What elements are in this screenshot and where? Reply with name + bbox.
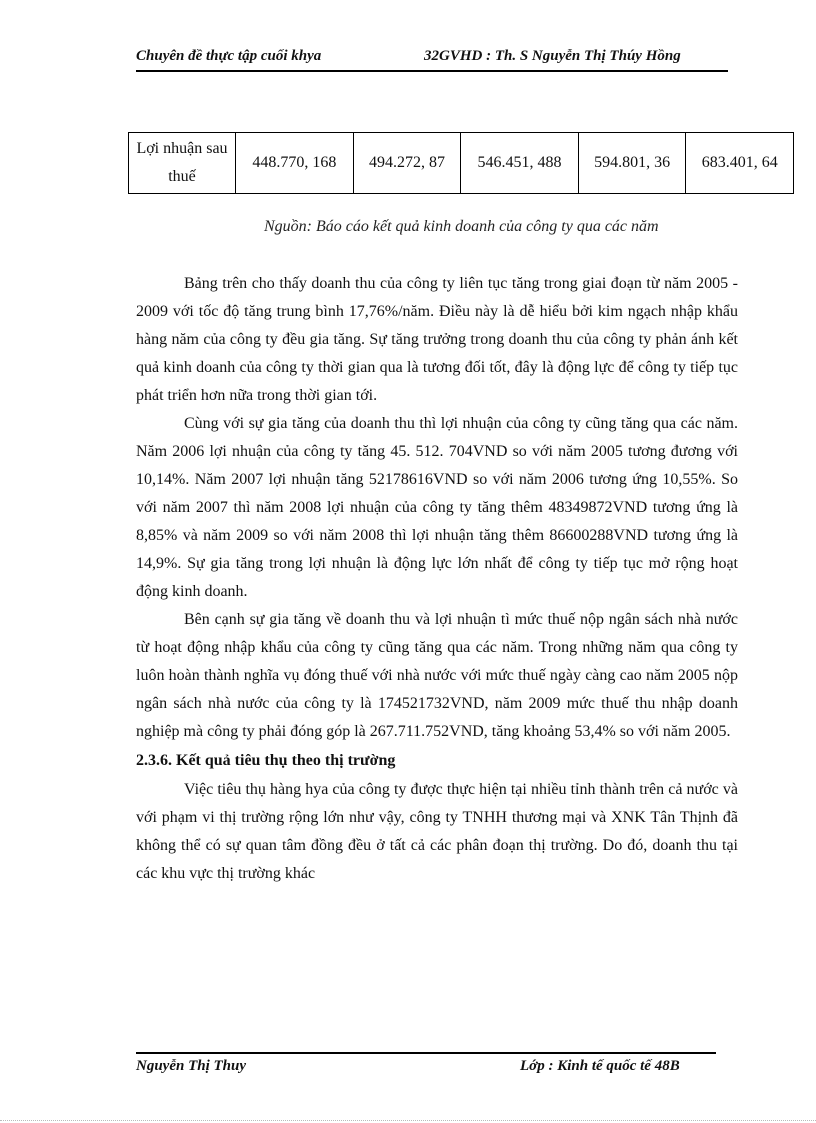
- header-advisor: 32GVHD : Th. S Nguyễn Thị Thúy Hồng: [424, 48, 681, 64]
- paragraph-tax: Bên cạnh sự gia tăng về doanh thu và lợi nhuận tì mức thuế nộp ngân sách nhà nước từ hoạt động nhập khẩu của công ty cũng tăng qua các năm. Trong những năm qua công ty luôn hoàn thành nghĩa vụ đóng thuế với nhà nước với mức thuế ngày càng cao năm 2005 nộp ngân sách nhà nước của công ty là 174521732VND, năm 2009 mức thuế thu nhập doanh nghiệp mà công ty phải đóng góp là 267.711.752VND, tăng khoảng 53,4% so với năm 2005.: [136, 611, 738, 740]
- document-body: [136, 270, 738, 888]
- table-cell: 546.451, 488: [461, 133, 579, 194]
- table-cell: 448.770, 168: [236, 133, 354, 194]
- row-label: Lợi nhuận sau thuế: [129, 133, 236, 194]
- profit-table: [128, 132, 794, 194]
- paragraph-profit: Cùng với sự gia tăng của doanh thu thì lợi nhuận của công ty cũng tăng qua các năm. Năm 2006 lợi nhuận của công ty tăng 45. 512. 704VND so với năm 2005 tương đương với 10,14%. Năm 2007 lợi nhuận tăng 52178616VND so với năm 2006 tương ứng 10,55%. So với năm 2007 thì năm 2008 lợi nhuận của công ty tăng thêm 48349872VND tương ứng là 8,85% và năm 2009 so với năm 2008 thì lợi nhuận tăng thêm 86600288VND tương ứng là 14,9%. Sự gia tăng trong lợi nhuận là động lực lớn nhất để công ty tiếp tục mở rộng hoạt động kinh doanh.: [136, 415, 738, 600]
- page-edge-divider: [0, 1120, 816, 1121]
- table-source: Nguồn: Báo cáo kết quả kinh doanh của công ty qua các năm: [264, 218, 659, 235]
- section-heading: 2.3.6. Kết quả tiêu thụ theo thị trường: [136, 752, 396, 769]
- table-cell: 683.401, 64: [686, 133, 794, 194]
- page-header: [136, 48, 728, 72]
- page-footer: [136, 1052, 716, 1074]
- paragraph-market: Việc tiêu thụ hàng hya của công ty được thực hiện tại nhiều tỉnh thành trên cả nước và với phạm vi thị trường rộng lớn như vậy, công ty TNHH thương mại và XNK Tân Thịnh đã không thể có sự quan tâm đồng đều ở tất cả các phân đoạn thị trường. Do đó, doanh thu tại các khu vực thị trường khác: [136, 781, 738, 882]
- footer-author: Nguyễn Thị Thuy: [136, 1058, 247, 1074]
- table-cell: 494.272, 87: [353, 133, 461, 194]
- table-row: [129, 133, 794, 194]
- paragraph-revenue: Bảng trên cho thấy doanh thu của công ty liên tục tăng trong giai đoạn từ năm 2005 - 2009 với tốc độ tăng trung bình 17,76%/năm. Điều này là dễ hiểu bởi kim ngạch nhập khẩu hàng năm của công ty đều gia tăng. Sự tăng trưởng trong doanh thu của công ty phản ánh kết quả kinh doanh của công ty thời gian qua là tương đối tốt, đây là động lực để công ty tiếp tục phát triển hơn nữa trong thời gian tới.: [136, 275, 738, 404]
- table-cell: 594.801, 36: [578, 133, 686, 194]
- footer-class: Lớp : Kinh tế quốc tế 48B: [520, 1058, 680, 1074]
- header-title: Chuyên đề thực tập cuối khya: [136, 48, 322, 64]
